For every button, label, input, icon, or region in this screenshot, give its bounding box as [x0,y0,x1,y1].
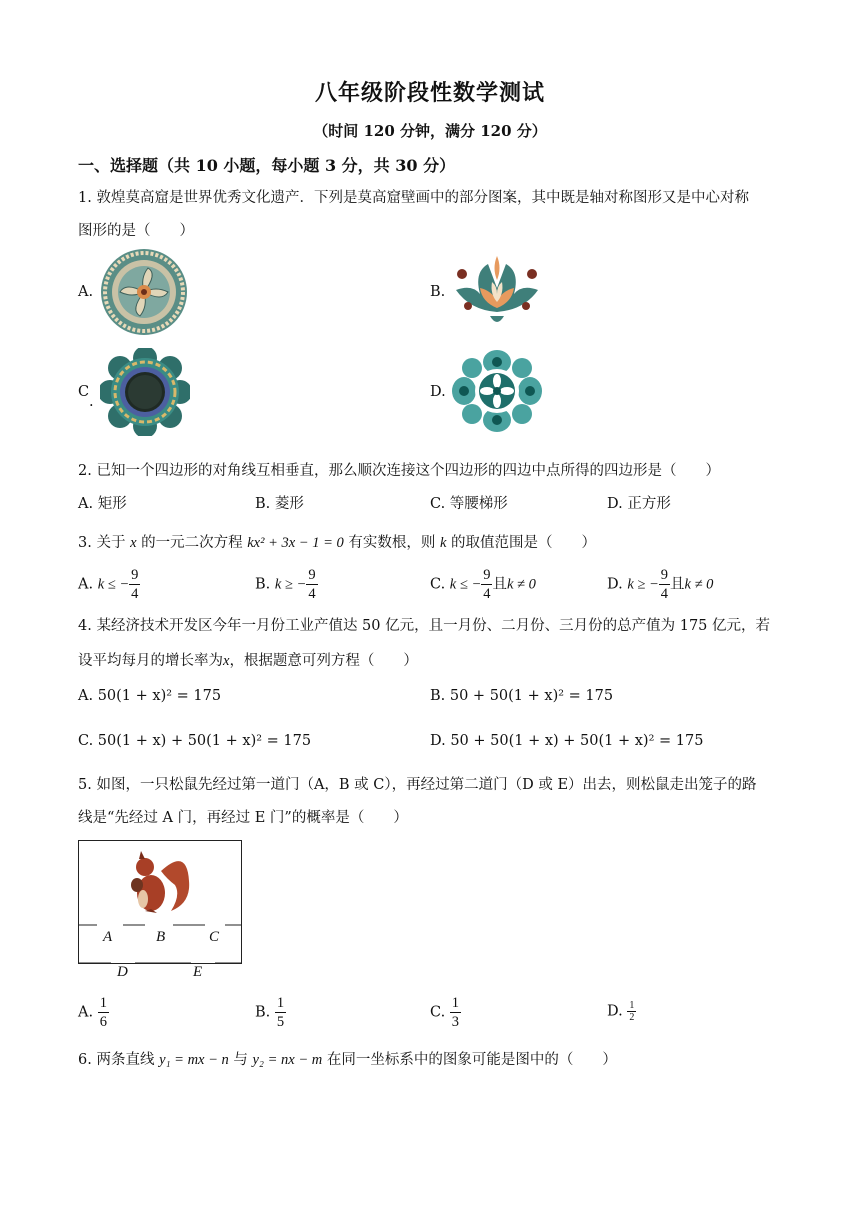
q3-option-c-tail-math: k ≠ 0 [506,576,536,593]
fraction-denominator: 6 [99,1014,107,1030]
q3-option-a-math: k ≤ − [97,576,130,593]
fraction-denominator: 5 [276,1014,285,1030]
q1-pattern-d-image [450,348,544,434]
q5-option-a-fraction [98,994,109,1031]
q4-option-d: D. 50 + 50(1 + x) + 50(1 + x)² = 175 [430,733,704,749]
q3-text-pre: 3. 关于 [78,535,126,551]
gate-a-label: A [103,929,113,945]
q1-option-d-label: D. [430,384,446,400]
q5-option-d-label: D. [607,1003,623,1020]
q3-option-d [607,566,713,603]
q3-var-k: k [439,535,447,551]
q3-option-d-tail: 且 [670,576,685,593]
q2-option-a: A. 矩形 [78,496,127,512]
q3-text-mid: 的一元二次方程 [141,535,243,551]
q6-text-pre: 6. 两条直线 [78,1052,155,1068]
exam-subtitle: （时间 120 分钟，满分 120 分） [313,122,547,140]
q4-text-line2-pre: 设平均每月的增长率为 [78,653,223,669]
q5-option-c-label: C. [430,1004,446,1021]
fraction-denominator: 3 [451,1014,460,1030]
q5-option-c-fraction [450,994,461,1031]
q4-option-c: C. 50(1 + x) + 50(1 + x)² = 175 [78,733,312,749]
q1-option-c-dot: . [89,394,94,410]
q5-cage-lines [79,841,241,981]
fraction-numerator: 9 [131,567,139,583]
q4-option-b: B. 50 + 50(1 + x)² = 175 [430,688,614,704]
q6-equation-1: y₁ = mx − n [159,1052,229,1068]
fraction-denominator: 4 [483,586,491,602]
q5-text-line2: 线是“先经过 A 门，再经过 E 门”的概率是（ ） [78,810,408,826]
q5-option-b-label: B. [255,1004,271,1021]
q4-text-line2-post: ，根据题意可列方程（ ） [229,653,418,669]
q5-option-b [255,994,286,1031]
q2-option-c: C. 等腰梯形 [430,496,508,512]
q3-equation: kx² + 3x − 1 = 0 [247,535,344,551]
q3-option-c-tail: 且 [492,576,507,593]
gate-b-label: B [156,929,166,945]
q5-option-d [607,1000,636,1023]
q3-option-d-tail-math: k ≠ 0 [684,576,714,593]
q6-text-post: 在同一坐标系中的图象可能是图中的（ ） [326,1052,617,1068]
q5-cage-diagram [78,840,242,980]
q2-option-d: D. 正方形 [607,496,671,512]
q1-option-a-label: A. [78,284,94,300]
q5-option-c [430,994,461,1031]
q2-text: 2. 已知一个四边形的对角线互相垂直，那么顺次连接这个四边形的四边中点所得的四边形是（ ） [78,463,720,479]
fraction-numerator: 9 [308,567,316,583]
q3-var-x: x [130,535,137,551]
q3-option-b [255,566,318,603]
fraction-numerator: 1 [99,995,107,1011]
q5-option-d-fraction [627,1000,636,1023]
q1-pattern-b-image [450,250,544,328]
q3-option-a [78,566,140,603]
gate-c-label: C [209,929,220,945]
q5-option-a-label: A. [78,1004,94,1021]
q5-option-b-fraction [275,994,286,1031]
q3-text-post: 有实数根，则 [348,535,436,551]
fraction-denominator: 4 [131,586,139,602]
q3-text [78,531,596,552]
fraction-numerator: 1 [451,995,460,1011]
q1-option-c-label: C [78,384,90,400]
q4-var-x: x [223,653,230,669]
fraction-denominator: 4 [308,586,316,602]
section-heading: 一、选择题（共 10 小题，每小题 3 分，共 30 分） [78,156,456,175]
fraction-numerator: 1 [629,1000,635,1011]
fraction-numerator: 9 [483,567,491,583]
fraction-denominator: 2 [629,1012,635,1023]
q1-pattern-a-image [98,248,190,336]
q3-option-a-label: A. [78,576,94,593]
q3-option-b-label: B. [255,576,271,593]
q4-text-line2 [78,649,418,670]
q5-option-a [78,994,109,1031]
q5-text-line1: 5. 如图，一只松鼠先经过第一道门（A，B 或 C），再经过第二道门（D 或 E）出去，则松鼠走出笼子的路 [78,777,757,793]
q6-equation-2: y₂ = nx − m [252,1052,323,1068]
q6-text [78,1048,617,1069]
q6-text-mid: 与 [233,1052,248,1068]
squirrel-image [131,851,189,913]
q3-option-c-math: k ≤ − [449,576,482,593]
q1-option-b-label: B. [430,284,446,300]
q3-option-a-fraction [129,566,140,603]
q3-text-end: 的取值范围是（ ） [451,535,596,551]
q4-text-line1: 4. 某经济技术开发区今年一月份工业产值达 50 亿元，且一月份、二月份、三月份的总产值为 175 亿元，若 [78,618,771,634]
fraction-numerator: 1 [276,995,285,1011]
gate-d-label: D [117,964,128,980]
q3-option-d-fraction [659,566,670,603]
q1-text-line1: 1. 敦煌莫高窟是世界优秀文化遗产．下列是莫高窟壁画中的部分图案，其中既是轴对称图形又是中心对称 [78,190,749,206]
fraction-denominator: 4 [660,586,669,602]
q3-option-c-label: C. [430,576,446,593]
q3-option-b-math: k ≥ − [274,576,307,593]
q4-option-a: A. 50(1 + x)² = 175 [78,688,222,704]
q3-option-d-math: k ≥ − [627,576,659,593]
q1-pattern-c-image [100,348,190,436]
q3-option-c-fraction [481,566,492,603]
fraction-numerator: 9 [660,567,669,583]
gate-e-label: E [193,964,203,980]
q3-option-b-fraction [306,566,317,603]
q2-option-b: B. 菱形 [255,496,304,512]
q3-option-c [430,566,536,603]
q3-option-d-label: D. [607,576,623,593]
q1-text-line2: 图形的是（ ） [78,223,194,239]
page-title: 八年级阶段性数学测试 [314,80,545,106]
